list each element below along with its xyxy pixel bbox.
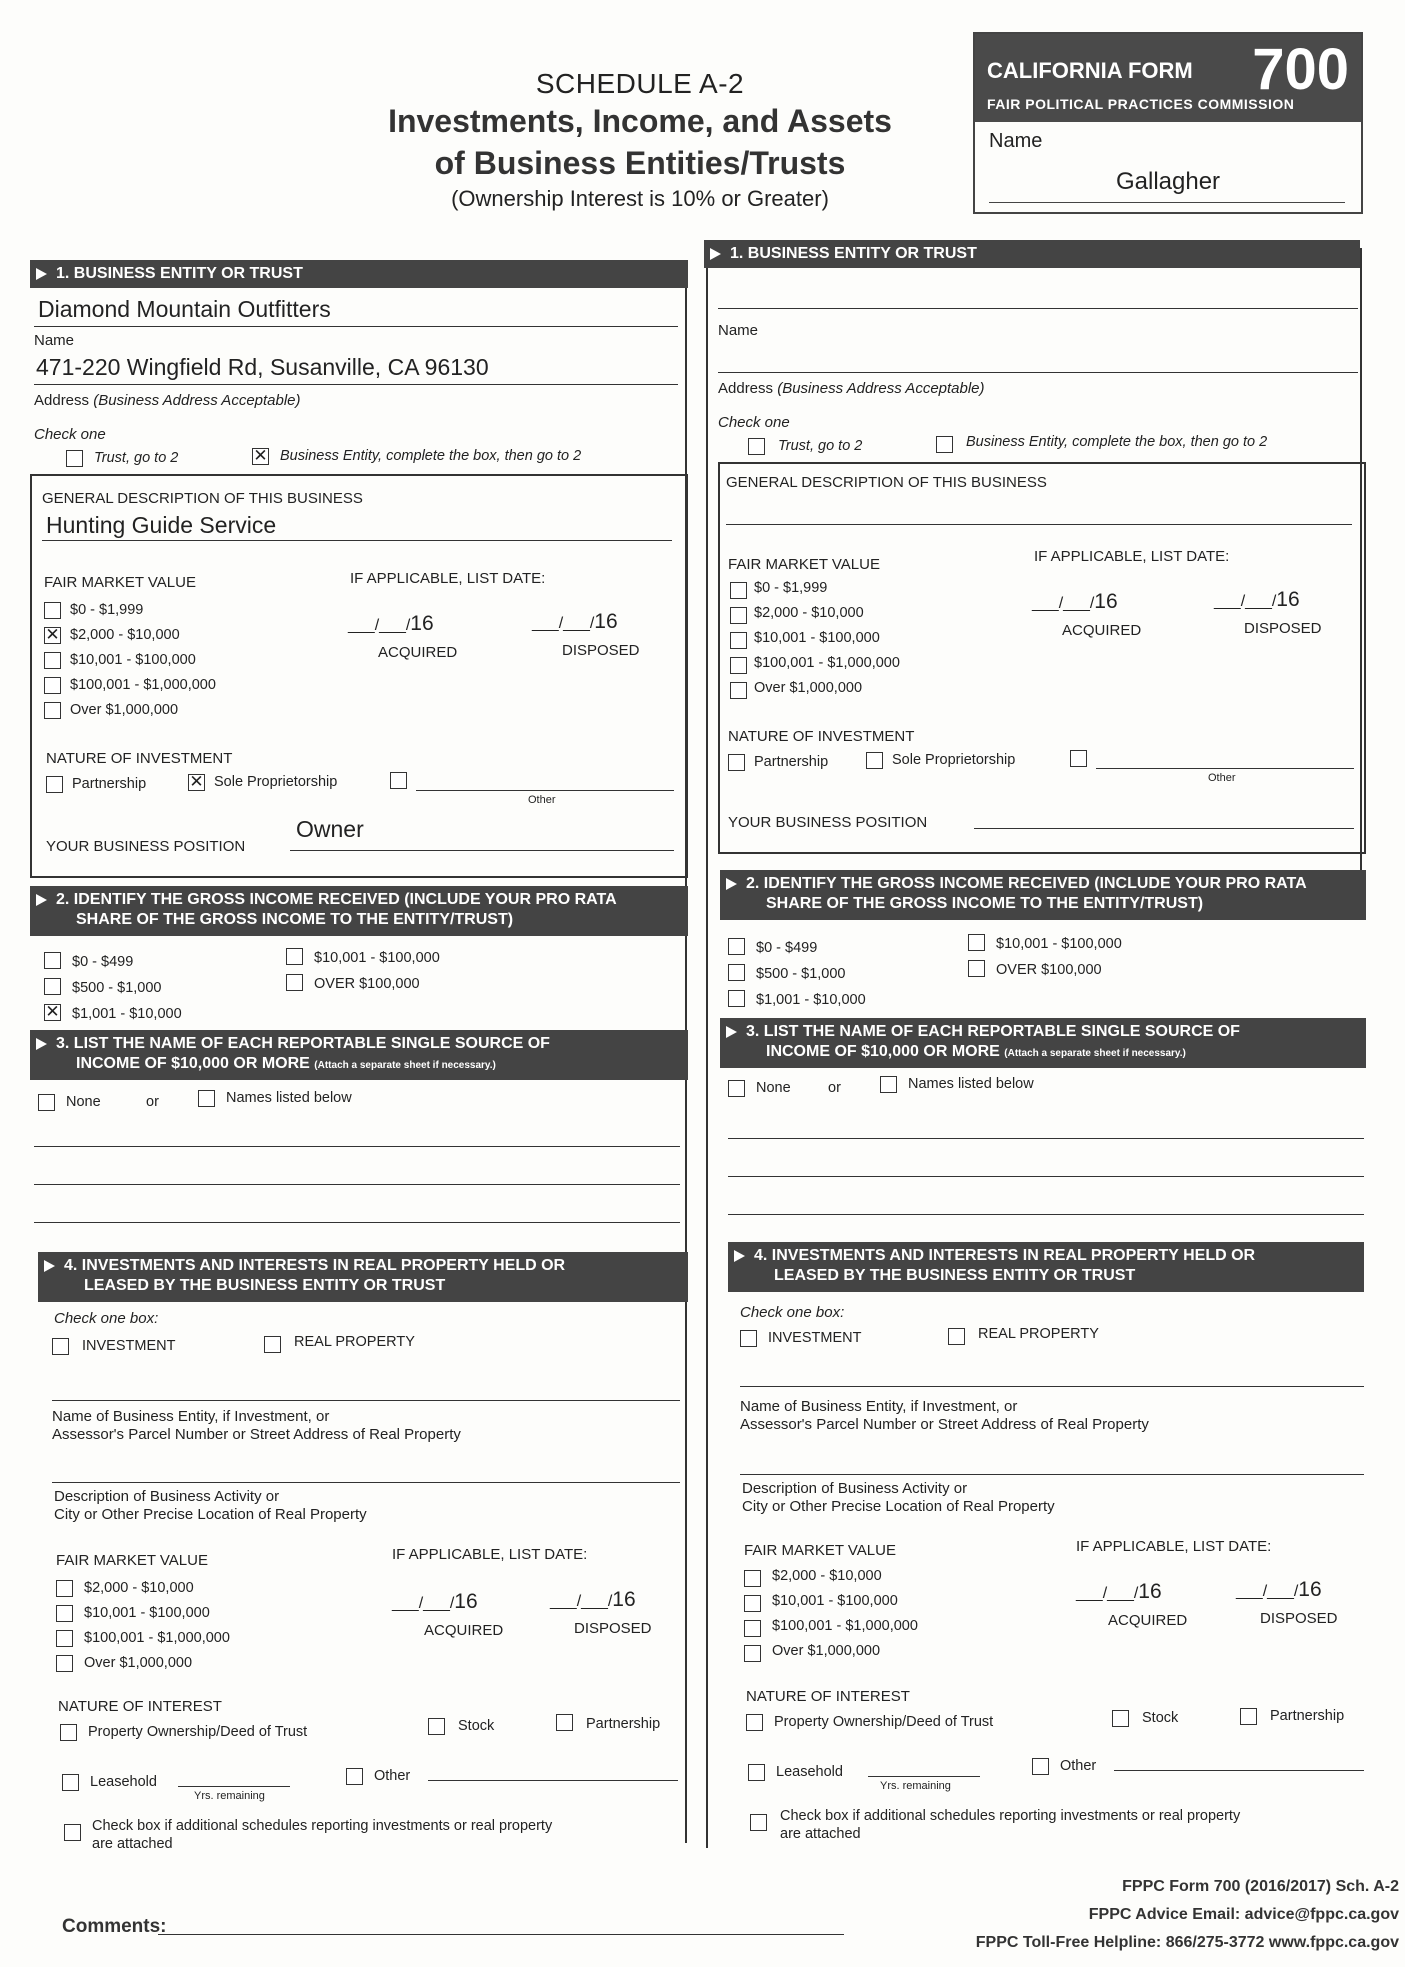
form-number: 700 — [1252, 37, 1349, 102]
or-label-right: or — [828, 1080, 841, 1096]
form-id-box — [973, 32, 1363, 214]
additional-schedules-checkbox[interactable] — [64, 1824, 81, 1841]
source-line-1 — [34, 1146, 680, 1147]
disposed-date-field[interactable]: ___/___/16 — [532, 610, 618, 633]
fmv-option-5-checkbox-right[interactable] — [730, 682, 747, 699]
fmv-option-3: $10,001 - $100,000 — [70, 652, 196, 668]
fmv-option-4-right: $100,001 - $1,000,000 — [754, 655, 900, 671]
fmv4-option-2-right: $10,001 - $100,000 — [772, 1593, 898, 1609]
income-option-5-checkbox[interactable] — [286, 974, 303, 991]
entity-name-line-right[interactable] — [718, 308, 1358, 309]
income-option-1-checkbox[interactable] — [44, 952, 61, 969]
or-label: or — [146, 1094, 159, 1110]
income-option-4-checkbox-right[interactable] — [968, 934, 985, 951]
income-option-2: $500 - $1,000 — [72, 980, 162, 996]
disposed4-date-field-right[interactable]: ___/___/16 — [1236, 1578, 1322, 1601]
disposed-label-right: DISPOSED — [1244, 620, 1322, 637]
sole-prop-label-right: Sole Proprietorship — [892, 752, 1016, 768]
partnership-checkbox[interactable] — [46, 776, 63, 793]
name-entity-label-2-right: Assessor's Parcel Number or Street Address of Real Property — [740, 1416, 1149, 1433]
none-checkbox[interactable] — [38, 1094, 55, 1111]
name-entity-line — [52, 1400, 680, 1401]
section4-header-right: 4. INVESTMENTS AND INTERESTS IN REAL PROPERTY HELD OR LEASED BY THE BUSINESS ENTITY OR TRUST — [728, 1242, 1364, 1292]
income-option-4-right: $10,001 - $100,000 — [996, 936, 1122, 952]
entity-address-line — [34, 384, 678, 385]
income-option-4: $10,001 - $100,000 — [314, 950, 440, 966]
entity-address-line-right[interactable] — [718, 372, 1358, 373]
partnership4-label-right: Partnership — [1270, 1708, 1345, 1724]
gen-desc-line — [42, 540, 672, 541]
names-below-label: Names listed below — [226, 1090, 352, 1106]
yrs-remaining-line — [178, 1786, 290, 1787]
business-entity-checkbox-right[interactable] — [936, 436, 953, 453]
section1-header-right: 1. BUSINESS ENTITY OR TRUST — [704, 240, 1360, 268]
additional-schedules-label-1: Check box if additional schedules reporting investments or real property — [92, 1818, 553, 1834]
partnership4-checkbox-right[interactable] — [1240, 1708, 1257, 1725]
property-ownership-label: Property Ownership/Deed of Trust — [88, 1724, 308, 1740]
names-below-checkbox[interactable] — [198, 1090, 215, 1107]
entity-address-field[interactable]: 471-220 Wingfield Rd, Susanville, CA 96130 — [36, 354, 489, 380]
form-title-line2: of Business Entities/Trusts — [434, 145, 846, 181]
business-position-line — [290, 850, 674, 851]
nature-investment-label-right: NATURE OF INVESTMENT — [728, 728, 915, 745]
business-position-field[interactable]: Owner — [296, 816, 364, 842]
acquired-label-right: ACQUIRED — [1062, 622, 1142, 639]
income-option-3-right: $1,001 - $10,000 — [756, 992, 866, 1008]
none-label-right: None — [756, 1080, 791, 1096]
income-option-3-checkbox[interactable]: ✕ — [45, 1002, 60, 1021]
business-box-right — [718, 462, 1366, 854]
yrs-remaining-label-right: Yrs. remaining — [880, 1780, 951, 1792]
disposed-label: DISPOSED — [562, 642, 640, 659]
other4-checkbox-right[interactable] — [1032, 1758, 1049, 1775]
section2-header: 2. IDENTIFY THE GROSS INCOME RECEIVED (INCLUDE YOUR PRO RATA SHARE OF THE GROSS INCOME TO THE ENTITY/TRUST) — [30, 886, 688, 936]
real-property-checkbox[interactable] — [264, 1336, 281, 1353]
income-option-4-checkbox[interactable] — [286, 948, 303, 965]
income-option-2-right: $500 - $1,000 — [756, 966, 846, 982]
disposed-date-field-right[interactable]: ___/___/16 — [1214, 588, 1300, 611]
fmv4-label-right: FAIR MARKET VALUE — [744, 1542, 896, 1559]
fmv-option-2-right: $2,000 - $10,000 — [754, 605, 864, 621]
income-option-1-checkbox-right[interactable] — [728, 938, 745, 955]
desc-activity-line — [52, 1482, 680, 1483]
name-entity-label-1: Name of Business Entity, if Investment, or — [52, 1408, 330, 1425]
investment-checkbox-right[interactable] — [740, 1330, 757, 1347]
source-line-2-right — [728, 1176, 1364, 1177]
partnership-checkbox-right[interactable] — [728, 754, 745, 771]
filer-name-label: Name — [989, 130, 1043, 152]
income-option-5-checkbox-right[interactable] — [968, 960, 985, 977]
investment-label: INVESTMENT — [82, 1338, 176, 1354]
section4-header: 4. INVESTMENTS AND INTERESTS IN REAL PROPERTY HELD OR LEASED BY THE BUSINESS ENTITY OR TRUST — [38, 1252, 688, 1302]
column-divider — [706, 248, 708, 1848]
check-one-label-right: Check one — [718, 414, 790, 431]
trust-checkbox-right[interactable] — [748, 438, 765, 455]
fmv-option-2: $2,000 - $10,000 — [70, 627, 180, 643]
form-subtitle: (Ownership Interest is 10% or Greater) — [451, 186, 829, 211]
leasehold-label: Leasehold — [90, 1774, 157, 1790]
investment-checkbox[interactable] — [52, 1338, 69, 1355]
entity-name-label: Name — [34, 332, 75, 349]
other4-line — [428, 1780, 678, 1781]
partnership-label: Partnership — [72, 776, 147, 792]
partnership-label-right: Partnership — [754, 754, 829, 770]
other-line — [416, 790, 674, 791]
yrs-remaining-line-right — [868, 1776, 980, 1777]
other4-label-right: Other — [1060, 1758, 1097, 1774]
income-option-1-right: $0 - $499 — [756, 940, 818, 956]
stock-checkbox-right[interactable] — [1112, 1710, 1129, 1727]
business-box — [30, 474, 688, 878]
source-line-2 — [34, 1184, 680, 1185]
fmv-option-5-right: Over $1,000,000 — [754, 680, 863, 696]
income-option-2-checkbox[interactable] — [44, 978, 61, 995]
fmv4-option-4: Over $1,000,000 — [84, 1655, 193, 1671]
check-one-box-label: Check one box: — [54, 1310, 159, 1327]
fmv4-option-3-checkbox[interactable] — [56, 1630, 73, 1647]
partnership4-label: Partnership — [586, 1716, 661, 1732]
leasehold-label-right: Leasehold — [776, 1764, 843, 1780]
date-label-right: IF APPLICABLE, LIST DATE: — [1034, 548, 1230, 565]
fmv-option-3-checkbox-right[interactable] — [730, 632, 747, 649]
fmv4-option-1-right: $2,000 - $10,000 — [772, 1568, 882, 1584]
fmv-option-3-checkbox[interactable] — [44, 652, 61, 669]
entity-name-label-right: Name — [718, 322, 759, 339]
other4-label: Other — [374, 1768, 411, 1784]
nature-interest-label-right: NATURE OF INTEREST — [746, 1688, 910, 1705]
business-position-label-right: YOUR BUSINESS POSITION — [728, 814, 928, 831]
fmv-label: FAIR MARKET VALUE — [44, 574, 196, 591]
date4-label: IF APPLICABLE, LIST DATE: — [392, 1546, 588, 1563]
leasehold-checkbox[interactable] — [62, 1774, 79, 1791]
additional-schedules-label-2-right: are attached — [780, 1826, 861, 1842]
names-below-label-right: Names listed below — [908, 1076, 1034, 1092]
source-line-1-right — [728, 1138, 1364, 1139]
date4-label-right: IF APPLICABLE, LIST DATE: — [1076, 1538, 1272, 1555]
fmv4-option-2-checkbox[interactable] — [56, 1605, 73, 1622]
gen-desc-label: GENERAL DESCRIPTION OF THIS BUSINESS — [42, 490, 363, 507]
commission-label: FAIR POLITICAL PRACTICES COMMISSION — [987, 96, 1295, 112]
stock-checkbox[interactable] — [428, 1718, 445, 1735]
additional-schedules-label-1-right: Check box if additional schedules reporting investments or real property — [780, 1808, 1241, 1824]
trust-label-right: Trust, go to 2 — [778, 438, 863, 454]
acquired-date-field[interactable]: ___/___/16 — [348, 612, 434, 635]
trust-label: Trust, go to 2 — [94, 450, 179, 466]
fmv4-option-4-checkbox-right[interactable] — [744, 1645, 761, 1662]
trust-checkbox[interactable] — [66, 450, 83, 467]
sole-prop-label: Sole Proprietorship — [214, 774, 338, 790]
other4-line-right — [1114, 1770, 1364, 1771]
fmv4-option-1: $2,000 - $10,000 — [84, 1580, 194, 1596]
name-entity-label-1-right: Name of Business Entity, if Investment, or — [740, 1398, 1018, 1415]
section3-header-right: 3. LIST THE NAME OF EACH REPORTABLE SINGLE SOURCE OF INCOME OF $10,000 OR MORE (Attach a separate sheet if necessary.) — [720, 1018, 1366, 1068]
entity-name-field[interactable]: Diamond Mountain Outfitters — [38, 296, 331, 322]
names-below-checkbox-right[interactable] — [880, 1076, 897, 1093]
section2-header-right: 2. IDENTIFY THE GROSS INCOME RECEIVED (INCLUDE YOUR PRO RATA SHARE OF THE GROSS INCOME TO THE ENTITY/TRUST) — [720, 870, 1366, 920]
other-line-right — [1096, 768, 1354, 769]
business-entity-checkbox[interactable]: ✕ — [253, 446, 268, 465]
income-option-2-checkbox-right[interactable] — [728, 964, 745, 981]
acquired4-label-right: ACQUIRED — [1108, 1612, 1188, 1629]
fmv4-option-3: $100,001 - $1,000,000 — [84, 1630, 230, 1646]
real-property-label: REAL PROPERTY — [294, 1334, 415, 1350]
nature-investment-label: NATURE OF INVESTMENT — [46, 750, 233, 767]
fmv-option-4-checkbox-right[interactable] — [730, 657, 747, 674]
fmv-option-1-checkbox[interactable] — [44, 602, 61, 619]
desc-activity-label-2-right: City or Other Precise Location of Real Property — [742, 1498, 1055, 1515]
real-property-label-right: REAL PROPERTY — [978, 1326, 1099, 1342]
business-entity-label-right: Business Entity, complete the box, then go to 2 — [966, 434, 1268, 450]
income-option-1: $0 - $499 — [72, 954, 134, 970]
entity-address-label: Address (Business Address Acceptable) — [34, 392, 301, 409]
disposed4-label-right: DISPOSED — [1260, 1610, 1338, 1627]
acquired4-date-field[interactable]: ___/___/16 — [392, 1590, 478, 1613]
name-entity-label-2: Assessor's Parcel Number or Street Address of Real Property — [52, 1426, 461, 1443]
disposed4-label: DISPOSED — [574, 1620, 652, 1637]
desc-activity-label-1-right: Description of Business Activity or — [742, 1480, 968, 1497]
income-option-3-checkbox-right[interactable] — [728, 990, 745, 1007]
business-entity-label: Business Entity, complete the box, then go to 2 — [280, 448, 582, 464]
real-property-checkbox-right[interactable] — [948, 1328, 965, 1345]
fmv4-option-1-checkbox-right[interactable] — [744, 1570, 761, 1587]
source-line-3-right — [728, 1214, 1364, 1215]
fmv-label-right: FAIR MARKET VALUE — [728, 556, 880, 573]
property-ownership-label-right: Property Ownership/Deed of Trust — [774, 1714, 994, 1730]
date-label: IF APPLICABLE, LIST DATE: — [350, 570, 546, 587]
fmv-option-4-checkbox[interactable] — [44, 677, 61, 694]
filer-name-field[interactable]: Gallagher — [1115, 168, 1221, 195]
other-checkbox[interactable] — [390, 772, 407, 789]
acquired4-date-field-right[interactable]: ___/___/16 — [1076, 1580, 1162, 1603]
fmv4-label: FAIR MARKET VALUE — [56, 1552, 208, 1569]
fmv-option-1: $0 - $1,999 — [70, 602, 144, 618]
income-option-3: $1,001 - $10,000 — [72, 1006, 182, 1022]
fmv-option-5-checkbox[interactable] — [44, 702, 61, 719]
acquired4-label: ACQUIRED — [424, 1622, 504, 1639]
source-line-3 — [34, 1222, 680, 1223]
yrs-remaining-label: Yrs. remaining — [194, 1790, 265, 1802]
fmv4-option-4-checkbox[interactable] — [56, 1655, 73, 1672]
partnership4-checkbox[interactable] — [556, 1714, 573, 1731]
helpline: FPPC Toll-Free Helpline: 866/275-3772 www.fppc.ca.gov — [975, 1934, 1399, 1951]
sole-prop-checkbox[interactable]: ✕ — [189, 772, 204, 791]
fmv-option-1-right: $0 - $1,999 — [754, 580, 828, 596]
acquired-date-field-right[interactable]: ___/___/16 — [1032, 590, 1118, 613]
stock-label-right: Stock — [1142, 1710, 1179, 1726]
business-position-label: YOUR BUSINESS POSITION — [46, 838, 246, 855]
property-ownership-checkbox[interactable] — [60, 1724, 77, 1741]
stock-label: Stock — [458, 1718, 495, 1734]
entity-column-right — [710, 245, 1370, 1848]
income-option-5: OVER $100,000 — [314, 976, 420, 992]
section3-header: 3. LIST THE NAME OF EACH REPORTABLE SINGLE SOURCE OF INCOME OF $10,000 OR MORE (Attach a separate sheet if necessary.) — [30, 1030, 688, 1080]
other-label-right: Other — [1208, 772, 1236, 784]
fmv4-option-2-checkbox-right[interactable] — [744, 1595, 761, 1612]
gen-desc-label-right: GENERAL DESCRIPTION OF THIS BUSINESS — [726, 474, 1047, 491]
nature-interest-label: NATURE OF INTEREST — [58, 1698, 222, 1715]
gen-desc-line-right[interactable] — [726, 524, 1352, 525]
fmv-option-3-right: $10,001 - $100,000 — [754, 630, 880, 646]
gen-desc-field[interactable]: Hunting Guide Service — [46, 512, 277, 538]
other4-checkbox[interactable] — [346, 1768, 363, 1785]
fmv4-option-3-checkbox-right[interactable] — [744, 1620, 761, 1637]
investment-label-right: INVESTMENT — [768, 1330, 862, 1346]
none-checkbox-right[interactable] — [728, 1080, 745, 1097]
check-one-label: Check one — [34, 426, 106, 443]
desc-activity-label-1: Description of Business Activity or — [54, 1488, 280, 1505]
other-checkbox-right[interactable] — [1070, 750, 1087, 767]
disposed4-date-field[interactable]: ___/___/16 — [550, 1588, 636, 1611]
desc-activity-line-right[interactable] — [740, 1474, 1364, 1475]
fmv-option-2-checkbox-right[interactable] — [730, 607, 747, 624]
advice-email: FPPC Advice Email: advice@fppc.ca.gov — [1088, 1906, 1399, 1923]
comments-label: Comments: — [62, 1916, 167, 1937]
business-position-line-right[interactable] — [974, 828, 1354, 829]
form-title-line1: Investments, Income, and Assets — [388, 103, 892, 139]
section1-header: 1. BUSINESS ENTITY OR TRUST — [30, 260, 688, 288]
fmv-option-5: Over $1,000,000 — [70, 702, 179, 718]
none-label: None — [66, 1094, 101, 1110]
entity-name-line — [34, 326, 678, 327]
desc-activity-label-2: City or Other Precise Location of Real Property — [54, 1506, 367, 1523]
check-one-box-label-right: Check one box: — [740, 1304, 845, 1321]
form-label: CALIFORNIA FORM — [987, 58, 1193, 83]
fmv4-option-4-right: Over $1,000,000 — [772, 1643, 881, 1659]
property-ownership-checkbox-right[interactable] — [746, 1714, 763, 1731]
fmv4-option-1-checkbox[interactable] — [56, 1580, 73, 1597]
additional-schedules-checkbox-right[interactable] — [750, 1814, 767, 1831]
comments-line[interactable] — [158, 1934, 844, 1935]
name-entity-line-right[interactable] — [740, 1386, 1364, 1387]
fmv-option-2-checkbox[interactable]: ✕ — [45, 625, 60, 644]
income-option-5-right: OVER $100,000 — [996, 962, 1102, 978]
entity-address-label-right: Address (Business Address Acceptable) — [718, 380, 985, 397]
schedule-label: SCHEDULE A-2 — [535, 68, 745, 99]
form-id-header — [975, 34, 1361, 122]
leasehold-checkbox-right[interactable] — [748, 1764, 765, 1781]
fmv4-option-3-right: $100,001 - $1,000,000 — [772, 1618, 918, 1634]
filer-name-line — [989, 202, 1345, 203]
entity-column-left — [30, 248, 690, 1852]
additional-schedules-label-2: are attached — [92, 1836, 173, 1852]
sole-prop-checkbox-right[interactable] — [866, 752, 883, 769]
acquired-label: ACQUIRED — [378, 644, 458, 661]
fmv4-option-2: $10,001 - $100,000 — [84, 1605, 210, 1621]
fmv-option-1-checkbox-right[interactable] — [730, 582, 747, 599]
form-id-footer: FPPC Form 700 (2016/2017) Sch. A-2 — [1122, 1878, 1399, 1895]
fmv-option-4: $100,001 - $1,000,000 — [70, 677, 216, 693]
other-label: Other — [528, 794, 556, 806]
